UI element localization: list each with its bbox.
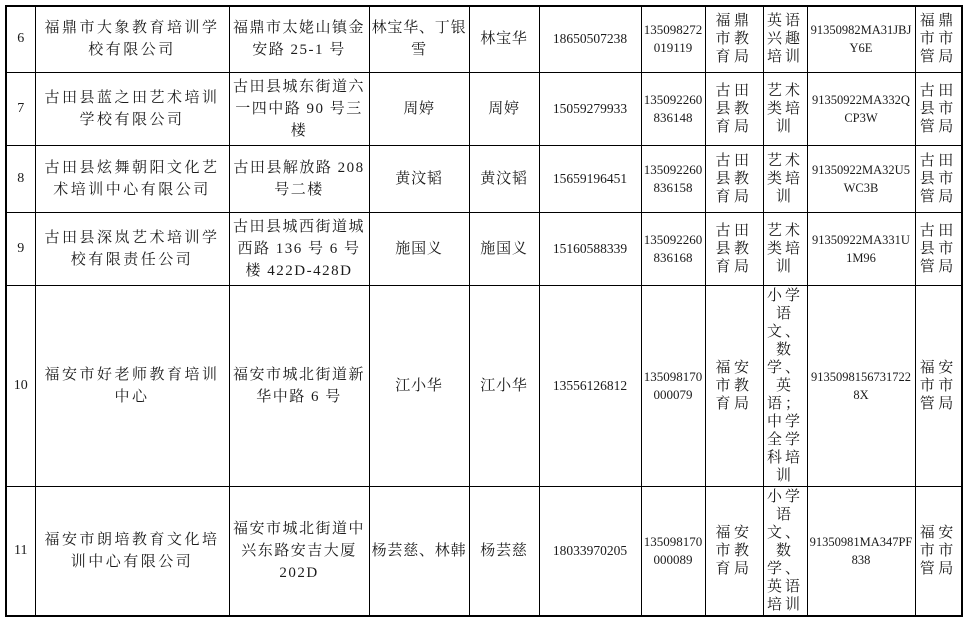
table-row xyxy=(6,145,962,212)
address: 福安市城北街道中兴东路安吉大厦 202D xyxy=(229,486,369,616)
approval-bureau: 古田县教育局 xyxy=(705,212,763,285)
contact-person: 黄汶韬 xyxy=(469,145,539,212)
admin-bureau: 古田县市管局 xyxy=(915,145,962,212)
row-number: 10 xyxy=(6,285,35,486)
training-scope: 小学语文、数学、英语培训 xyxy=(763,486,807,616)
admin-bureau: 古田县市管局 xyxy=(915,212,962,285)
contact-person: 杨芸慈 xyxy=(469,486,539,616)
training-scope: 艺术类培训 xyxy=(763,145,807,212)
legal-person: 黄汶韬 xyxy=(369,145,469,212)
school-name: 古田县蓝之田艺术培训学校有限公司 xyxy=(35,72,229,145)
credit-code: 91350922MA32U5WC3B xyxy=(807,145,915,212)
legal-person: 林宝华、丁银雪 xyxy=(369,6,469,72)
table-row xyxy=(6,6,962,72)
approval-bureau: 福安市教育局 xyxy=(705,285,763,486)
school-name: 福安市好老师教育培训中心 xyxy=(35,285,229,486)
school-name: 福安市朗培教育文化培训中心有限公司 xyxy=(35,486,229,616)
contact-person: 林宝华 xyxy=(469,6,539,72)
legal-person: 周婷 xyxy=(369,72,469,145)
address: 古田县城西街道城西路 136 号 6 号楼 422D-428D xyxy=(229,212,369,285)
admin-bureau: 福安市市管局 xyxy=(915,486,962,616)
credit-code: 91350981567317228X xyxy=(807,285,915,486)
credit-code: 91350922MA331U1M96 xyxy=(807,212,915,285)
legal-person: 江小华 xyxy=(369,285,469,486)
row-number: 6 xyxy=(6,6,35,72)
address: 福鼎市太姥山镇金安路 25-1 号 xyxy=(229,6,369,72)
row-number: 9 xyxy=(6,212,35,285)
school-name: 古田县炫舞朝阳文化艺术培训中心有限公司 xyxy=(35,145,229,212)
approval-bureau: 福安市教育局 xyxy=(705,486,763,616)
contact-phone: 15659196451 xyxy=(539,145,641,212)
contact-phone: 13556126812 xyxy=(539,285,641,486)
supervision-phone: 135092260836168 xyxy=(641,212,705,285)
legal-person: 杨芸慈、林韩 xyxy=(369,486,469,616)
address: 福安市城北街道新华中路 6 号 xyxy=(229,285,369,486)
row-number: 7 xyxy=(6,72,35,145)
credit-code: 91350922MA332QCP3W xyxy=(807,72,915,145)
table-row xyxy=(6,486,962,616)
training-scope: 艺术类培训 xyxy=(763,212,807,285)
supervision-phone: 135098170000089 xyxy=(641,486,705,616)
supervision-phone: 135098170000079 xyxy=(641,285,705,486)
approval-bureau: 古田县教育局 xyxy=(705,72,763,145)
contact-phone: 15059279933 xyxy=(539,72,641,145)
approval-bureau: 福鼎市教育局 xyxy=(705,6,763,72)
contact-phone: 15160588339 xyxy=(539,212,641,285)
training-scope: 英语兴趣培训 xyxy=(763,6,807,72)
admin-bureau: 古田县市管局 xyxy=(915,72,962,145)
registration-table xyxy=(5,5,963,617)
contact-phone: 18033970205 xyxy=(539,486,641,616)
contact-person: 江小华 xyxy=(469,285,539,486)
credit-code: 91350981MA347PF838 xyxy=(807,486,915,616)
school-name: 古田县深岚艺术培训学校有限责任公司 xyxy=(35,212,229,285)
training-scope: 小学语文、数学、英语；中学全学科培训 xyxy=(763,285,807,486)
contact-person: 周婷 xyxy=(469,72,539,145)
school-name: 福鼎市大象教育培训学校有限公司 xyxy=(35,6,229,72)
address: 古田县解放路 208 号二楼 xyxy=(229,145,369,212)
contact-phone: 18650507238 xyxy=(539,6,641,72)
credit-code: 91350982MA31JBJY6E xyxy=(807,6,915,72)
supervision-phone: 135092260836158 xyxy=(641,145,705,212)
supervision-phone: 135098272019119 xyxy=(641,6,705,72)
row-number: 11 xyxy=(6,486,35,616)
admin-bureau: 福鼎市市管局 xyxy=(915,6,962,72)
address: 古田县城东街道六一四中路 90 号三楼 xyxy=(229,72,369,145)
training-scope: 艺术类培训 xyxy=(763,72,807,145)
table-row xyxy=(6,285,962,486)
approval-bureau: 古田县教育局 xyxy=(705,145,763,212)
row-number: 8 xyxy=(6,145,35,212)
table-row xyxy=(6,212,962,285)
table-row xyxy=(6,72,962,145)
contact-person: 施国义 xyxy=(469,212,539,285)
legal-person: 施国义 xyxy=(369,212,469,285)
supervision-phone: 135092260836148 xyxy=(641,72,705,145)
admin-bureau: 福安市市管局 xyxy=(915,285,962,486)
